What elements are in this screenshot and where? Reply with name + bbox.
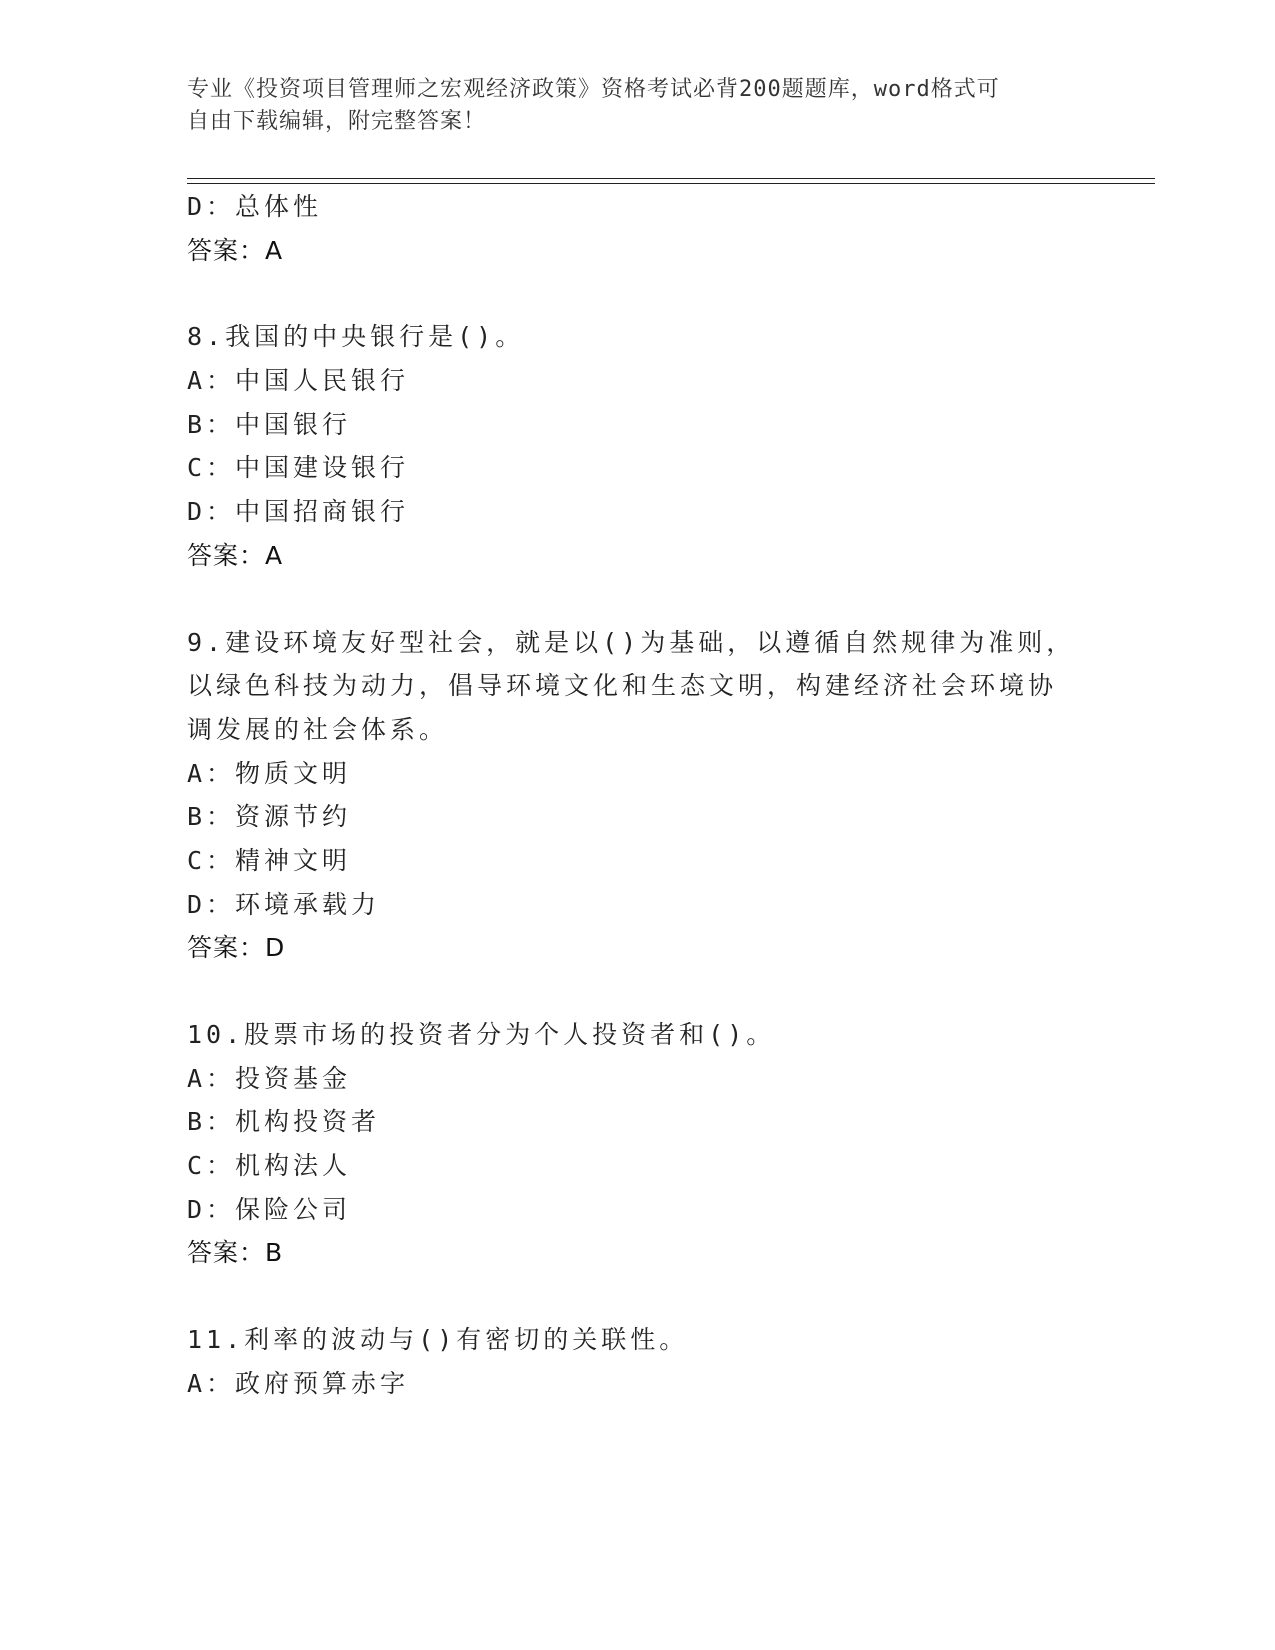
prev-question-option-d: D：总体性: [187, 192, 323, 221]
prev-question-answer: 答案：A: [187, 236, 284, 265]
question-9-option-c: C：精神文明: [187, 846, 352, 875]
question-9-option-d: D：环境承载力: [187, 890, 381, 919]
header-title-line-2: 自由下载编辑，附完整答案！: [187, 109, 487, 134]
header-divider-top: [187, 178, 1155, 179]
question-9-option-a: A：物质文明: [187, 759, 352, 788]
question-8-option-d: D：中国招商银行: [187, 497, 410, 526]
question-9-stem-line-3: 调发展的社会体系。: [187, 715, 449, 744]
question-8-stem: 8.我国的中央银行是()。: [187, 322, 525, 351]
question-8-option-c: C：中国建设银行: [187, 453, 410, 482]
question-10-answer: 答案：B: [187, 1238, 284, 1267]
question-10-option-d: D：保险公司: [187, 1195, 352, 1224]
header-title-line-1: 专业《投资项目管理师之宏观经济政策》资格考试必背200题题库，word格式可: [187, 77, 1000, 102]
question-10-option-a: A：投资基金: [187, 1064, 352, 1093]
page-header: [187, 74, 1087, 138]
question-8-option-b: B：中国银行: [187, 410, 352, 439]
question-9-stem-line-1: 9.建设环境友好型社会，就是以()为基础，以遵循自然规律为准则，: [187, 628, 1076, 657]
question-8-option-a: A：中国人民银行: [187, 366, 410, 395]
question-11-stem: 11.利率的波动与()有密切的关联性。: [187, 1325, 689, 1354]
question-10-option-c: C：机构法人: [187, 1151, 352, 1180]
question-9-answer: 答案：D: [187, 933, 286, 962]
question-10-option-b: B：机构投资者: [187, 1107, 381, 1136]
question-9-option-b: B：资源节约: [187, 802, 352, 831]
question-10-stem: 10.股票市场的投资者分为个人投资者和()。: [187, 1020, 776, 1049]
question-9-stem-line-2: 以绿色科技为动力，倡导环境文化和生态文明，构建经济社会环境协: [187, 671, 1058, 700]
question-11-option-a: A：政府预算赤字: [187, 1369, 410, 1398]
header-divider-bottom: [187, 183, 1155, 184]
question-8-answer: 答案：A: [187, 541, 284, 570]
